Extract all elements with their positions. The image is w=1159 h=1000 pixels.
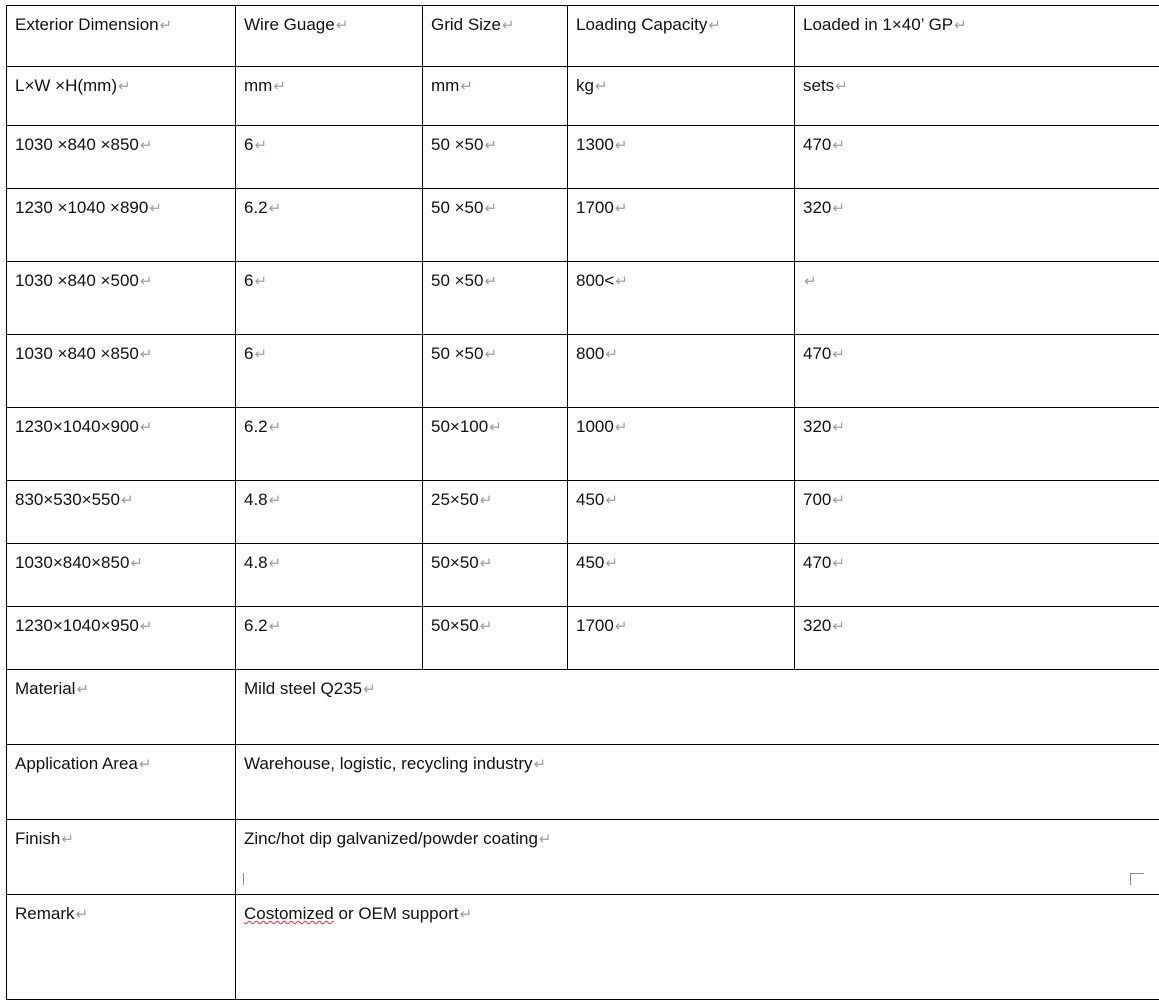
cell-loaded: 470↵ [795, 335, 1159, 408]
table-row [7, 262, 1159, 335]
cell-loaded: 320↵ [795, 189, 1159, 262]
attribute-row-remark [7, 895, 1159, 1000]
cell-dimension: 830×530×550↵ [7, 481, 236, 544]
table-header-loading-capacity: Loading Capacity↵ [568, 6, 795, 67]
cell-grid: 50 ×50↵ [423, 335, 568, 408]
cell-wire: 6.2↵ [236, 189, 423, 262]
cell-grid: 50×50↵ [423, 607, 568, 670]
cell-dimension: 1030×840×850↵ [7, 544, 236, 607]
cell-capacity: 800↵ [568, 335, 795, 408]
table-header-grid-size: Grid Size↵ [423, 6, 568, 67]
cell-loaded: 320↵ [795, 408, 1159, 481]
unit-exterior-dimension: L×W ×H(mm)↵ [7, 67, 236, 126]
paragraph-mark-icon: ↵ [483, 346, 497, 363]
paragraph-mark-icon: ↵ [75, 906, 89, 923]
attribute-row-application-area [7, 745, 1159, 820]
paragraph-mark-icon: ↵ [60, 831, 74, 848]
cell-capacity: 1000↵ [568, 408, 795, 481]
paragraph-mark-icon: ↵ [614, 137, 628, 154]
cell-dimension: 1230×1040×950↵ [7, 607, 236, 670]
paragraph-mark-icon: ↵ [483, 137, 497, 154]
cell-dimension: 1030 ×840 ×500↵ [7, 262, 236, 335]
paragraph-mark-icon: ↵ [803, 273, 817, 290]
attribute-label: Material↵ [7, 670, 236, 745]
paragraph-mark-icon: ↵ [362, 681, 376, 698]
cell-grid: 25×50↵ [423, 481, 568, 544]
paragraph-mark-icon: ↵ [129, 555, 143, 572]
attribute-row-finish [7, 820, 1159, 895]
cell-grid: 50×100↵ [423, 408, 568, 481]
cell-grid: 50×50↵ [423, 544, 568, 607]
paragraph-mark-icon: ↵ [139, 419, 153, 436]
cell-dimension: 1230 ×1040 ×890↵ [7, 189, 236, 262]
paragraph-mark-icon: ↵ [253, 346, 267, 363]
paragraph-mark-icon: ↵ [138, 756, 152, 773]
paragraph-mark-icon: ↵ [707, 17, 721, 34]
cell-grid: 50 ×50↵ [423, 126, 568, 189]
page-edge-mark-right-vertical [1130, 873, 1131, 885]
attribute-value: Mild steel Q235↵ [236, 670, 1159, 745]
attribute-value: Costomized or OEM support↵ [236, 895, 1159, 1000]
paragraph-mark-icon: ↵ [831, 492, 845, 509]
cell-grid: 50 ×50↵ [423, 262, 568, 335]
paragraph-mark-icon: ↵ [75, 681, 89, 698]
cell-capacity: 450↵ [568, 544, 795, 607]
paragraph-mark-icon: ↵ [117, 78, 131, 95]
paragraph-mark-icon: ↵ [148, 200, 162, 217]
paragraph-mark-icon: ↵ [483, 200, 497, 217]
attribute-row-material [7, 670, 1159, 745]
paragraph-mark-icon: ↵ [253, 273, 267, 290]
cell-capacity: 1300↵ [568, 126, 795, 189]
table-header-row [7, 6, 1159, 67]
paragraph-mark-icon: ↵ [533, 756, 547, 773]
table-header-loaded-in-container: Loaded in 1×40’ GP↵ [795, 6, 1159, 67]
paragraph-mark-icon: ↵ [614, 419, 628, 436]
cell-loaded: 470↵ [795, 544, 1159, 607]
attribute-label: Application Area↵ [7, 745, 236, 820]
paragraph-mark-icon: ↵ [831, 555, 845, 572]
specification-table [6, 5, 1159, 1000]
table-row [7, 481, 1159, 544]
unit-loading-capacity: kg↵ [568, 67, 795, 126]
paragraph-mark-icon: ↵ [459, 78, 473, 95]
cell-wire: 4.8↵ [236, 544, 423, 607]
paragraph-mark-icon: ↵ [831, 618, 845, 635]
unit-loaded-in-container: sets↵ [795, 67, 1159, 126]
paragraph-mark-icon: ↵ [139, 618, 153, 635]
paragraph-mark-icon: ↵ [479, 555, 493, 572]
paragraph-mark-icon: ↵ [479, 492, 493, 509]
table-row [7, 126, 1159, 189]
cell-loaded: 470↵ [795, 126, 1159, 189]
paragraph-mark-icon: ↵ [335, 17, 349, 34]
paragraph-mark-icon: ↵ [831, 137, 845, 154]
paragraph-mark-icon: ↵ [139, 273, 153, 290]
paragraph-mark-icon: ↵ [253, 137, 267, 154]
cell-loaded: 700↵ [795, 481, 1159, 544]
table-header-wire-guage: Wire Guage↵ [236, 6, 423, 67]
cell-dimension: 1230×1040×900↵ [7, 408, 236, 481]
cell-capacity: 450↵ [568, 481, 795, 544]
paragraph-mark-icon: ↵ [594, 78, 608, 95]
cell-wire: 6↵ [236, 262, 423, 335]
table-unit-row [7, 67, 1159, 126]
paragraph-mark-icon: ↵ [483, 273, 497, 290]
table-row [7, 335, 1159, 408]
paragraph-mark-icon: ↵ [268, 419, 282, 436]
cell-dimension: 1030 ×840 ×850↵ [7, 126, 236, 189]
attribute-value: Warehouse, logistic, recycling industry↵ [236, 745, 1159, 820]
paragraph-mark-icon: ↵ [139, 346, 153, 363]
paragraph-mark-icon: ↵ [538, 831, 552, 848]
paragraph-mark-icon: ↵ [159, 17, 173, 34]
paragraph-mark-icon: ↵ [139, 137, 153, 154]
misspelled-word: Costomized [244, 904, 334, 923]
paragraph-mark-icon: ↵ [614, 618, 628, 635]
table-row [7, 607, 1159, 670]
paragraph-mark-icon: ↵ [479, 618, 493, 635]
paragraph-mark-icon: ↵ [268, 200, 282, 217]
unit-wire-guage: mm↵ [236, 67, 423, 126]
paragraph-mark-icon: ↵ [953, 17, 967, 34]
cell-wire: 4.8↵ [236, 481, 423, 544]
paragraph-mark-icon: ↵ [604, 555, 618, 572]
cell-wire: 6.2↵ [236, 607, 423, 670]
paragraph-mark-icon: ↵ [268, 555, 282, 572]
paragraph-mark-icon: ↵ [120, 492, 134, 509]
table-row [7, 544, 1159, 607]
paragraph-mark-icon: ↵ [831, 200, 845, 217]
cell-capacity: 1700↵ [568, 189, 795, 262]
paragraph-mark-icon: ↵ [488, 419, 502, 436]
paragraph-mark-icon: ↵ [268, 492, 282, 509]
paragraph-mark-icon: ↵ [614, 273, 628, 290]
paragraph-mark-icon: ↵ [831, 346, 845, 363]
cell-capacity: 1700↵ [568, 607, 795, 670]
paragraph-mark-icon: ↵ [834, 78, 848, 95]
paragraph-mark-icon: ↵ [614, 200, 628, 217]
cell-wire: 6.2↵ [236, 408, 423, 481]
table-row [7, 189, 1159, 262]
paragraph-mark-icon: ↵ [604, 346, 618, 363]
paragraph-mark-icon: ↵ [604, 492, 618, 509]
paragraph-mark-icon: ↵ [501, 17, 515, 34]
table-row [7, 408, 1159, 481]
cell-grid: 50 ×50↵ [423, 189, 568, 262]
cell-dimension: 1030 ×840 ×850↵ [7, 335, 236, 408]
page-edge-mark-left [243, 873, 244, 885]
attribute-label: Finish↵ [7, 820, 236, 895]
cell-loaded: 320↵ [795, 607, 1159, 670]
cell-loaded [795, 262, 1159, 335]
document-page [0, 5, 1159, 885]
cell-wire: 6↵ [236, 126, 423, 189]
paragraph-mark-icon: ↵ [458, 906, 472, 923]
cell-capacity: 800<↵ [568, 262, 795, 335]
cell-wire: 6↵ [236, 335, 423, 408]
page-edge-mark-right-horizontal [1130, 873, 1144, 874]
paragraph-mark-icon: ↵ [268, 618, 282, 635]
paragraph-mark-icon: ↵ [831, 419, 845, 436]
paragraph-mark-icon: ↵ [272, 78, 286, 95]
attribute-label: Remark↵ [7, 895, 236, 1000]
table-header-exterior-dimension: Exterior Dimension↵ [7, 6, 236, 67]
attribute-value: Zinc/hot dip galvanized/powder coating↵ [236, 820, 1159, 895]
unit-grid-size: mm↵ [423, 67, 568, 126]
